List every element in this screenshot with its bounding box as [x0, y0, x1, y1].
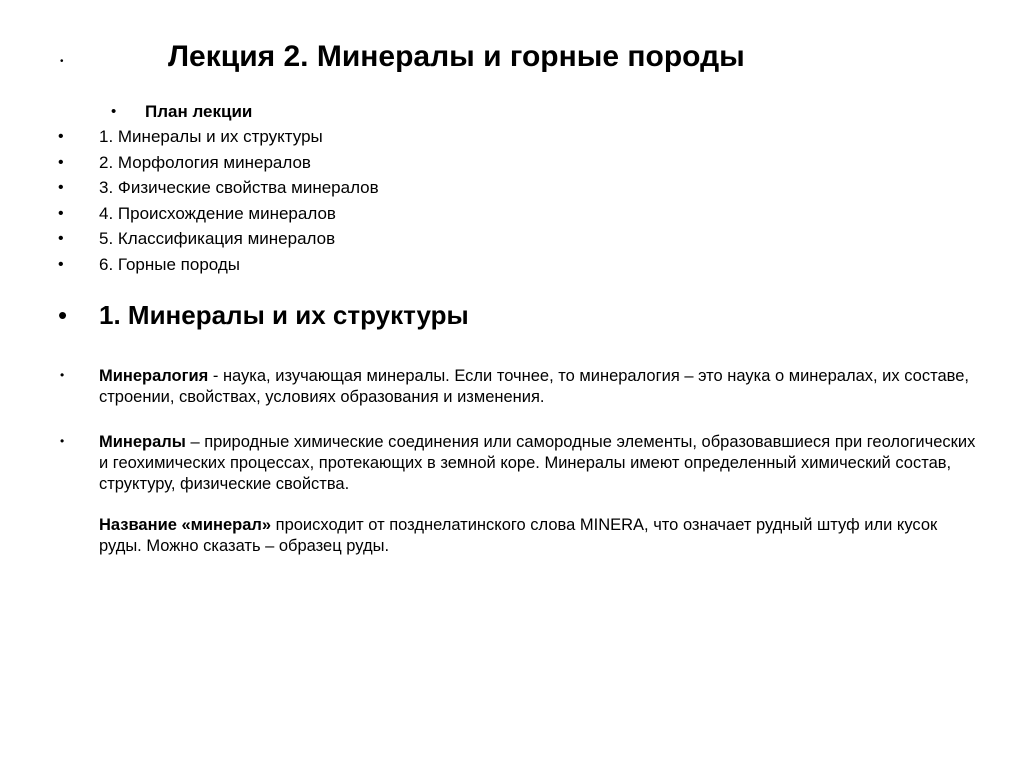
minerals-term: Минералы — [99, 433, 186, 451]
plan-item-bullet: • — [58, 179, 64, 197]
plan-item — [0, 178, 1024, 204]
plan-item-bullet: • — [58, 153, 64, 171]
name-origin-text: происходит от позднелатинского слова MINERA, что означает рудный штуф или кусок руды. Можно сказать – образец руды. — [99, 516, 938, 555]
plan-item-bullet: • — [58, 204, 64, 222]
plan-item-bullet: • — [58, 255, 64, 273]
plan-item — [0, 229, 1024, 255]
mineralogy-paragraph — [99, 366, 979, 408]
plan-item-bullet: • — [58, 230, 64, 248]
plan-item-bullet: • — [58, 128, 64, 145]
minerals-bullet: • — [60, 434, 65, 448]
plan-item — [0, 127, 1024, 153]
slide-title: Лекция 2. Минералы и горные породы — [168, 40, 745, 73]
plan-item — [0, 255, 1024, 281]
plan-item-label: 6. Горные породы — [99, 254, 240, 274]
plan-item-label: 1. Минералы и их структуры — [99, 127, 323, 146]
section-heading-bullet: • — [58, 300, 68, 330]
plan-heading-bullet: • — [111, 103, 117, 120]
plan-item — [0, 204, 1024, 230]
section-heading: 1. Минералы и их структуры — [99, 300, 469, 330]
minerals-paragraph — [99, 432, 979, 495]
plan-item-label: 2. Морфология минералов — [99, 152, 311, 172]
plan-list — [0, 127, 1024, 281]
mineralogy-term: Минералогия — [99, 367, 209, 385]
title-bullet: • — [60, 56, 64, 67]
mineralogy-bullet: • — [60, 368, 65, 382]
plan-item-label: 5. Классификация минералов — [99, 229, 336, 249]
mineralogy-text: - наука, изучающая минералы. Если точнее, то минералогия – это наука о минералах, их составе, строении, свойствах, условиях образования и изменения. — [99, 367, 969, 406]
minerals-text: – природные химические соединения или самородные элементы, образовавшиеся при геологических и геохимических процессах, протекающих в земной коре. Минералы имеют определенный химический состав, структуру, физические свойства. — [99, 433, 976, 493]
plan-item — [0, 153, 1024, 179]
name-origin-term: Название «минерал» — [99, 516, 272, 534]
name-origin-paragraph — [99, 515, 979, 557]
plan-heading: План лекции — [145, 102, 253, 121]
plan-item-label: 3. Физические свойства минералов — [99, 178, 379, 198]
plan-item-label: 4. Происхождение минералов — [99, 203, 336, 223]
